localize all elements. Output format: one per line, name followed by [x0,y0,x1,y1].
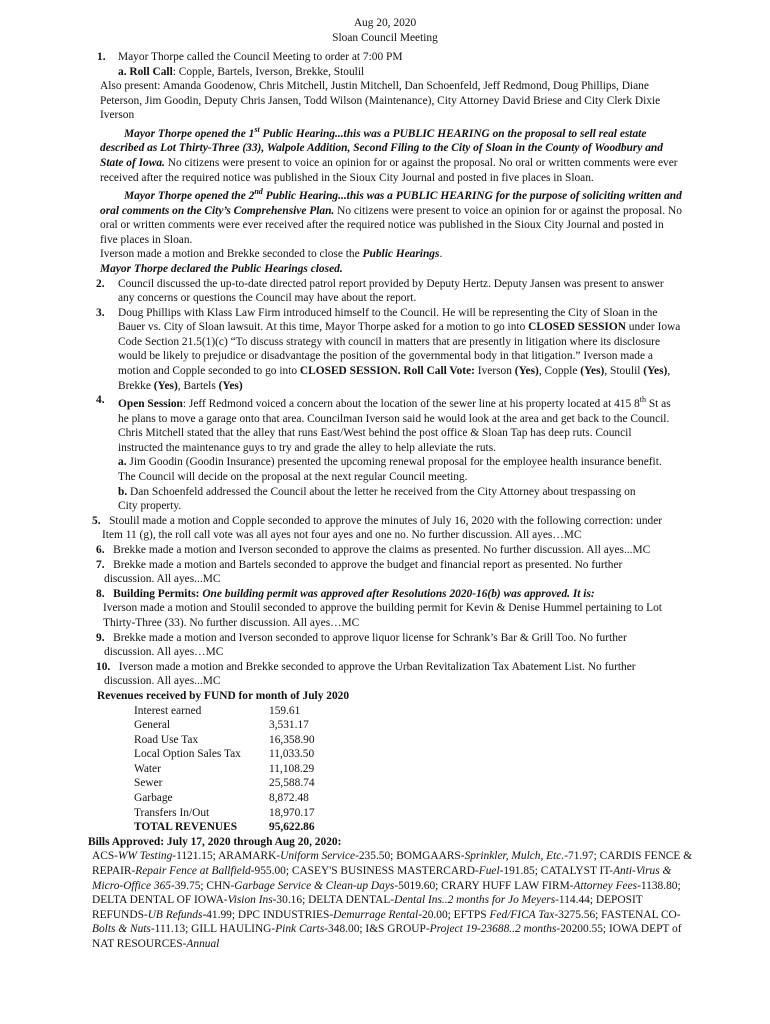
bill-entry [92,850,218,862]
bill-vendor: CRARY HUFF LAW FIRM- [441,879,574,892]
revenue-fund-label: Road Use Tax [134,733,199,746]
revenue-row [134,791,315,806]
bill-entry [92,894,308,906]
revenue-row [134,776,315,791]
item-number: 4. [96,394,105,407]
bill-amount: -111.13; [150,923,192,936]
bill-amount: -1138.80; [637,879,681,892]
bill-amount: -348.00; [324,923,366,936]
bill-vendor: DELTA DENTAL- [308,894,395,907]
closed-session-vote-label: CLOSED SESSION. Roll Call Vote: [299,365,475,378]
bill-amount: -114.44; [555,894,596,907]
revenue-amount: 11,108.29 [269,762,315,775]
agenda-item-9 [0,631,770,660]
revenue-row [134,704,315,719]
item-number: 9. [96,631,105,644]
bill-amount: -955.00; [250,865,292,878]
revenue-row [134,747,315,762]
revenue-amount: 8,872.48 [269,792,309,805]
roll-call-text: : Copple, Bartels, Iverson, Brekke, Stoulil [172,65,365,78]
bill-entry [396,850,599,862]
item-number: 3. [96,306,105,319]
bill-entry [365,923,609,935]
bill-entry [308,894,596,906]
bill-description: Demurrage Rental [333,908,419,921]
bills-list [0,849,770,951]
bill-amount: -41.99; [202,908,238,921]
bill-description: Sprinkler, Mulch, Etc. [464,850,565,863]
bill-vendor: IOWA DEPT of NAT RESOURCES- [92,923,682,951]
item-text: Brekke made a motion and Bartels seconded to approve the budget and financial report as presented. No further discussion. All ayes...MC [104,558,623,586]
revenue-row [134,806,315,821]
bill-description: WW Testing [117,850,173,863]
item-text: Iverson made a motion and Brekke seconded to approve the Urban Revitalization Tax Abatement List. No further discussion. All ayes...MC [104,660,636,688]
meeting-date: Aug 20, 2020 [353,17,417,29]
also-present: Also present: Amanda Goodenow, Chris Mitchell, Justin Mitchell, Dan Schoenfeld, Jeff Redmond, Doug Phillips, Diane Peterson, Jim Goodin, Deputy Chris Jansen, Todd Wilson (Maintenance), City Attorney David Briese and City Clerk Dixie Iverson [100,80,661,122]
revenue-amount: 159.61 [269,704,301,717]
meeting-title: Sloan Council Meeting [332,32,438,44]
building-permits-label: Building Permits: [113,587,200,600]
bill-description: Garbage Service & Clean-up Days [234,879,395,892]
bill-vendor: CASEY'S BUSINESS MASTERCARD- [291,865,479,878]
public-hearing-1: Mayor Thorpe opened the 1st Public Hearing...this was a PUBLIC HEARING on the proposal to sell real estate described as Lot Thirty-Three (33), Walpole Addition, Second Filing to the City of Sloan in the County of Woodbury and State of Iowa. No citizens were present to voice an opinion for or against the proposal. No oral or written comments were ever received after the required notice was published in the Sioux City Journal and posted in five places in Sloan. [100,124,678,184]
revenue-fund-label: Transfers In/Out [134,806,210,819]
bill-amount: -235.50; [355,850,397,863]
bill-amount: -20200.55; [556,923,609,936]
bill-description: Pink Carts [275,923,325,936]
hearings-closed-declaration: Mayor Thorpe declared the Public Hearings closed. [100,262,343,275]
item-text: Iverson made a motion and Stoulil seconded to approve the building permit for Kevin & Denise Hummel pertaining to Lot Thirty-Three (33). No further discussion. All ayes…MC [103,602,662,629]
bill-vendor: ACS- [92,850,118,863]
agenda-item-2 [0,277,770,306]
item-number: 8. [96,587,105,600]
bill-vendor: CARDIS FENCE & REPAIR- [92,850,693,878]
agenda-item-1 [0,50,770,277]
item-number: 6. [96,543,105,556]
public-hearing-2: Mayor Thorpe opened the 2nd Public Hearing...this was a PUBLIC HEARING for the purpose of soliciting written and oral comments on the City’s Comprehensive Plan. No citizens were present to voice an opinion for or against the proposal. No oral or written comments were ever received after the required notice was published in the Sioux City Journal and posted in five places in Sloan. [100,187,682,246]
agenda-item-10 [0,660,770,689]
item-text: Mayor Thorpe called the Council Meeting to order at 7:00 PM [118,51,403,63]
item-number: 1. [97,51,106,63]
close-hearings-motion: Iverson made a motion and Brekke seconded to close the Public Hearings. [100,248,443,261]
bill-vendor: I&S GROUP- [365,923,430,936]
bill-vendor: DEPOSIT REFUNDS- [92,894,643,921]
revenues-total-value: 95,622.86 [269,821,315,834]
bill-amount: -191.85; [499,865,541,878]
bill-description: Fed/FICA Tax [489,908,555,921]
revenue-amount: 25,588.74 [269,777,315,790]
item-text: Brekke made a motion and Iverson seconded to approve liquor license for Schrank’s Bar & Grill Too. No further discussion. All ayes…MC [104,631,627,659]
bill-description: Vision Ins [227,894,273,907]
bill-entry [441,880,680,892]
item-number: 2. [96,277,105,290]
bill-entry [454,909,601,921]
bill-entry [218,850,396,862]
revenue-amount: 3,531.17 [269,719,309,732]
revenues-table [134,704,315,835]
agenda-item-8: 8. Building Permits: One building permit was approved after Resolutions 2020-16(b) was approved. It is: Iverson made a motion and Stoulil seconded to approve the building permit for Kevin & Denise Hummel pertaining to Lot Thirty-Three (33). No further discussion. All ayes…MC [0,587,770,631]
revenue-amount: 16,358.90 [269,733,315,746]
bill-description: Bolts & Nuts [92,923,151,936]
agenda-item-5 [0,514,770,543]
bill-amount: -71.97; [564,850,600,863]
bill-vendor: ARAMARK- [218,850,281,863]
open-session-label: Open Session [118,398,183,411]
bill-vendor: FASTENAL CO- [601,908,681,921]
revenue-row [134,718,315,733]
bill-description: Repair Fence at Ballfield [135,865,251,878]
bill-vendor: CHN- [206,879,235,892]
revenue-fund-label: Local Option Sales Tax [134,748,241,761]
revenue-fund-label: Garbage [134,792,173,805]
roll-call-label: a. Roll Call [118,65,173,78]
bill-entry [238,909,454,921]
bill-amount: -3275.56; [554,908,602,921]
revenue-amount: 18,970.17 [269,806,315,819]
item-number: 7. [96,558,105,571]
revenue-row [134,733,315,748]
bill-description: Project 19-23688..2 months [429,923,557,936]
bill-vendor: EFTPS [453,908,490,921]
bill-amount: -20.00; [418,908,454,921]
revenues-total-row [134,820,315,835]
bill-description: Anti-Virus & Micro-Office 365 [92,865,672,892]
bill-amount: -30.16; [272,894,309,907]
revenues-title: Revenues received by FUND for month of July 2020 [97,689,350,702]
bill-vendor: GILL HAULING- [191,923,276,936]
revenue-fund-label: Sewer [134,777,163,790]
bill-amount: -5019.60; [394,879,442,892]
revenue-fund-label: Interest earned [134,704,202,717]
item-number: 10. [96,660,111,673]
bill-entry [292,865,541,877]
agenda-item-3: 3. Doug Phillips with Klass Law Firm introduced himself to the Council. He will be representing the City of Sloan in the Bauer vs. City of Sloan lawsuit. At this time, Mayor Thorpe asked for a motion to go into CLOSED SESSION under Iowa Code Section 21.5(1)(c) “To discuss strategy with council in matters that are presently in litigation where its disclosure would be likely to prejudice or disadvantage the position of the governmental body in that litigation.” Iverson made a motion and Copple seconded to go into CLOSED SESSION. Roll Call Vote: Iverson (Yes), Copple (Yes), Stoulil (Yes), Brekke (Yes), Bartels (Yes) [96,306,681,392]
closed-session-label: CLOSED SESSION [528,321,626,334]
bill-entry [191,923,365,935]
bill-description: Uniform Service [280,850,356,863]
bill-vendor: BOMGAARS- [396,850,465,863]
item-4b: b. Dan Schoenfeld addressed the Council about the letter he received from the City Attorney about trespassing on City property. [118,485,636,513]
agenda-item-7 [0,558,770,587]
bill-vendor: DELTA DENTAL OF IOWA- [92,894,228,907]
revenue-fund-label: Water [134,762,161,775]
item-4a: a. Jim Goodin (Goodin Insurance) presented the upcoming renewal proposal for the employee health insurance benefit. The Council will decide on the proposal at the next regular Council meeting. [118,456,662,484]
bill-amount: -39.75; [170,879,207,892]
agenda-item-6 [0,543,770,558]
agenda-item-4: 4. Open Session: Jeff Redmond voiced a concern about the location of the sewer line at his property located at 415 8th St as he plans to move a garage onto that area. Councilman Iverson said he would look at the area and get back to the Council. Chris Mitchell stated that the alley that runs East/West behind the post office & Sloan Tap has deep ruts. Council instructed the maintenance guys to try and grade the alley to help alleviate the ruts. a. Jim Goodin (Goodin Insurance) presented the upcoming renewal proposal for the employee health insurance benefit. The Council will decide on the proposal at the next regular Council meeting. b. Dan Schoenfeld addressed the Council about the letter he received from the City Attorney about trespassing on City property. [0,393,770,514]
item-text: Brekke made a motion and Iverson seconded to approve the claims as presented. No further discussion. All ayes...MC [113,543,651,556]
bill-amount: -1121.15; [172,850,219,863]
bill-description: Annual [186,938,220,951]
item-text: Council discussed the up-to-date directed patrol report provided by Deputy Hertz. Deputy Jansen was present to answer any concerns or questions the Council may have about the report. [118,277,664,305]
bill-description: Dental Ins..2 months for Jo Meyers [394,894,556,907]
revenue-fund-label: General [134,719,171,732]
bill-vendor: DPC INDUSTRIES- [237,908,334,921]
bill-vendor: CATALYST IT- [540,865,614,878]
revenue-amount: 11,033.50 [269,748,315,761]
revenue-row [134,762,315,777]
item-number: 5. [92,514,101,527]
bill-description: Attorney Fees [573,879,638,892]
bill-description: UB Refunds [147,908,203,921]
bill-entry [206,880,441,892]
bill-description: Fuel [478,865,500,878]
item-text: Stoulil made a motion and Copple seconded to approve the minutes of July 16, 2020 with the following correction: under Item 11 (g), the roll call vote was all ayes not four ayes and one no. No further discussion. All ayes…MC [102,514,663,542]
revenues-total-label: TOTAL REVENUES [134,821,238,834]
bills-title: Bills Approved: July 17, 2020 through Aug 20, 2020: [88,835,342,848]
